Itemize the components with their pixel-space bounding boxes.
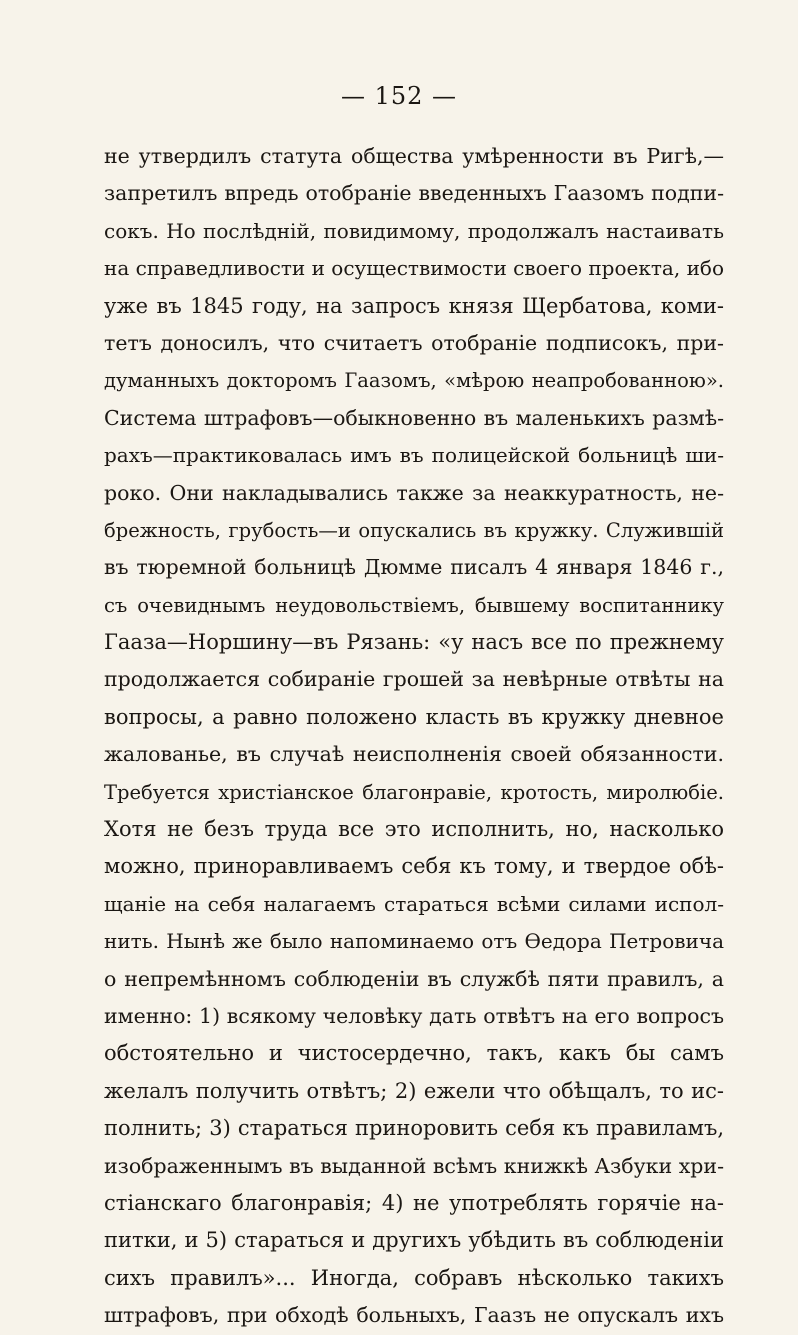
text-line: именно: 1) всякому человѣку дать отвѣтъ на его вопросъ bbox=[104, 1003, 724, 1028]
text-line: Требуется христіанское благонравіе, кротость, миролюбіе. bbox=[104, 780, 724, 804]
text-line: сихъ правилъ»... Иногда, собравъ нѣсколько такихъ bbox=[104, 1265, 724, 1290]
text-line: Система штрафовъ—обыкновенно въ маленькихъ размѣ- bbox=[104, 405, 724, 430]
text-line: можно, приноравливаемъ себя къ тому, и твердое обѣ- bbox=[104, 854, 724, 879]
text-line: Хотя не безъ труда все это исполнить, но, насколько bbox=[104, 817, 724, 842]
text-line: рахъ—практиковалась имъ въ полицейской больницѣ ши- bbox=[104, 443, 724, 468]
text-line: нить. Нынѣ же было напоминаемо отъ Ѳедора Петровича bbox=[104, 929, 724, 954]
text-line: обстоятельно и чистосердечно, такъ, какъ бы самъ bbox=[104, 1041, 724, 1066]
text-line: Гааза—Норшину—въ Рязань: «у насъ все по прежнему bbox=[104, 630, 724, 655]
text-line: изображеннымъ въ выданной всѣмъ книжкѣ Азбуки хри- bbox=[104, 1153, 724, 1178]
text-line: брежность, грубость—и опускались въ кружку. Служившій bbox=[104, 518, 724, 542]
text-line: роко. Они накладывались также за неаккуратность, не- bbox=[104, 480, 724, 505]
text-line: питки, и 5) стараться и другихъ убѣдить въ соблюденіи bbox=[104, 1228, 724, 1253]
text-line: стіанскаго благонравія; 4) не употреблять горячіе на- bbox=[104, 1190, 724, 1215]
text-line: полнить; 3) стараться приноровить себя къ правиламъ, bbox=[104, 1116, 724, 1141]
body-text bbox=[104, 138, 724, 1335]
page-number: — 152 — bbox=[340, 82, 458, 110]
text-line: въ тюремной больницѣ Дюмме писалъ 4 января 1846 г., bbox=[104, 555, 724, 580]
text-line: на справедливости и осуществимости своего проекта, ибо bbox=[104, 256, 724, 281]
text-line: вопросы, а равно положено класть въ кружку дневное bbox=[104, 704, 724, 729]
text-line: желалъ получить отвѣтъ; 2) ежели что обѣщалъ, то ис- bbox=[104, 1078, 724, 1103]
text-line: съ очевиднымъ неудовольствіемъ, бывшему воспитаннику bbox=[104, 593, 724, 617]
text-line: штрафовъ, при обходѣ больныхъ, Гаазъ не опускалъ ихъ bbox=[104, 1303, 724, 1328]
text-line: жалованье, въ случаѣ неисполненія своей обязанности. bbox=[104, 742, 724, 767]
text-line: запретилъ впредь отобраніе введенныхъ Гаазомъ подпи- bbox=[104, 181, 724, 206]
text-line: думанныхъ докторомъ Гаазомъ, «мѣрою неапробованною». bbox=[104, 369, 724, 393]
text-line: тетъ доносилъ, что считаетъ отобраніе подписокъ, при- bbox=[104, 330, 724, 355]
text-line: сокъ. Но послѣдній, повидимому, продолжалъ настаивать bbox=[104, 218, 724, 243]
text-line: щаніе на себя налагаемъ стараться всѣми силами испол- bbox=[104, 891, 724, 916]
text-line: о непремѣнномъ соблюденіи въ службѣ пяти правилъ, а bbox=[104, 966, 724, 991]
text-line: уже въ 1845 году, на запросъ князя Щербатова, коми- bbox=[104, 293, 724, 318]
text-line: не утвердилъ статута общества умѣренности въ Ригѣ,— bbox=[104, 144, 724, 168]
text-line: продолжается собираніе грошей за невѣрные отвѣты на bbox=[104, 667, 724, 692]
